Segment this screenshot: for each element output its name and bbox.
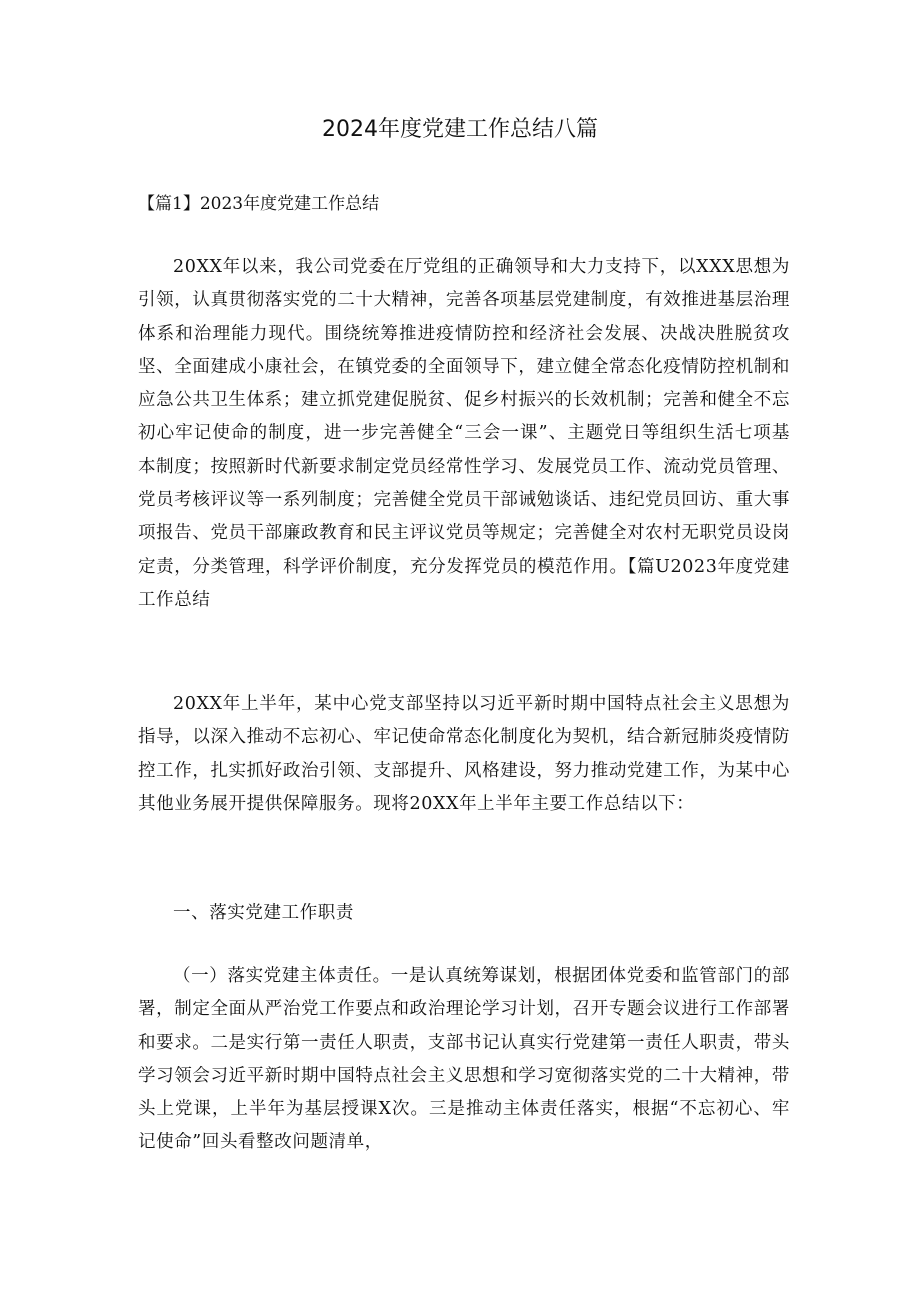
document-title: 2024年度党建工作总结八篇: [322, 117, 598, 142]
subheading-duty: 一、落实党建工作职责: [173, 903, 354, 923]
paragraph-1: 20XX年以来，我公司党委在厅党组的正确领导和大力支持下，以XXX思想为引领，认真贯彻落实党的二十大精神，完善各项基层党建制度，有效推进基层治理体系和治理能力现代。围绕统筹推进疫情防控和经济社会发展、决战决胜脱贫攻坚、全面建成小康社会，在镇党委的全面领导下，建立健全常态化疫情防控机制和应急公共卫生体系；建立抓党建促脱贫、促乡村振兴的长效机制；完善和健全不忘初心牢记使命的制度，进一步完善健全“三会一课”、主题党日等组织生活七项基本制度；按照新时代新要求制定党员经常性学习、发展党员工作、流动党员管理、党员考核评议等一系列制度；完善健全党员干部诫勉谈话、违纪党员回访、重大事项报告、党员干部廉政教育和民主评议党员等规定；完善健全对农村无职党员设岗定责，分类管理，科学评价制度，充分发挥党员的模范作用。【篇U2023年度党建工作总结: [138, 257, 790, 610]
section-heading-1: 【篇1】2023年度党建工作总结: [138, 194, 380, 214]
paragraph-3: （一）落实党建主体责任。一是认真统筹谋划，根据团体党委和监管部门的部署，制定全面从严治党工作要点和政治理论学习计划，召开专题会议进行工作部署和要求。二是实行第一责任人职责，支部书记认真实行党建第一责任人职责，带头学习领会习近平新时期中国特点社会主义思想和学习宽彻落实党的二十大精神，带头上党课，上半年为基层授课X次。三是推动主体责任落实，根据“不忘初心、牢记使命”回头看整改问题清单，: [138, 966, 790, 1153]
paragraph-2: 20XX年上半年，某中心党支部坚持以习近平新时期中国特点社会主义思想为指导，以深入推动不忘初心、牢记使命常态化制度化为契机，结合新冠肺炎疫情防控工作，扎实抓好政治引领、支部提升、风格建设，努力推动党建工作，为某中心其他业务展开提供保障服务。现将20XX年上半年主要工作总结以下：: [138, 694, 790, 814]
